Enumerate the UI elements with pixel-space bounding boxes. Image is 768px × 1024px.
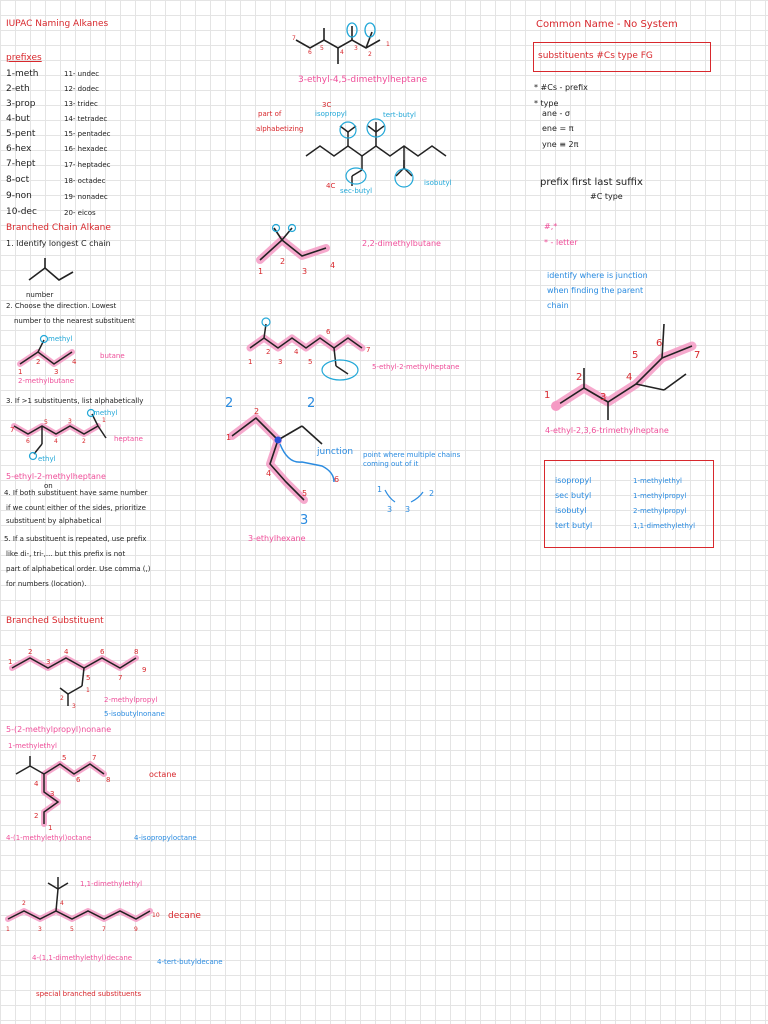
label-3c: 3C (322, 101, 332, 109)
label-isopropyl: isopropyl (315, 110, 347, 118)
name-5-ethyl-2-methylheptane-2: 5-ethyl-2-methylheptane (372, 363, 460, 371)
svg-text:6: 6 (326, 328, 331, 336)
name-2-methylbutane: 2-methylbutane (18, 377, 75, 385)
prefix-item: 1-meth (6, 69, 39, 79)
prefix-item: 12- dodec (64, 85, 99, 93)
svg-text:4: 4 (340, 49, 344, 56)
prefix-item: 18- octadec (64, 177, 106, 185)
step-1: 1. Identify longest C chain (6, 239, 111, 248)
svg-text:3: 3 (600, 392, 607, 403)
identify-junction-line-1: identify where is junction (547, 271, 648, 280)
ethyldimethylheptane-skeleton (290, 18, 400, 78)
prefix-item: 14- tetradec (64, 115, 108, 123)
svg-text:1: 1 (48, 824, 53, 832)
svg-text:6: 6 (656, 338, 663, 349)
label-4c: 4C (326, 182, 336, 190)
name-4-isopropyloctane: 4-isopropyloctane (134, 834, 197, 842)
page-title: IUPAC Naming Alkanes (6, 19, 109, 29)
step-5-line-3: part of alphabetical order. Use comma (,) (6, 565, 151, 573)
svg-text:3: 3 (54, 368, 59, 376)
label-sec-butyl: sec-butyl (340, 187, 373, 195)
label-tert-butyl: tert-butyl (383, 111, 416, 119)
svg-text:1: 1 (6, 926, 10, 933)
identify-junction-line-2: when finding the parent (547, 286, 644, 295)
prefix-first-last-suffix: prefix first last suffix (540, 177, 643, 188)
svg-text:5: 5 (86, 674, 91, 682)
svg-text:3: 3 (50, 790, 55, 798)
name-4-1-methylethyl-octane: 4-(1-methylethyl)octane (6, 834, 92, 842)
svg-text:5: 5 (632, 350, 639, 361)
svg-text:2: 2 (576, 372, 583, 383)
svg-text:7: 7 (292, 35, 296, 42)
name-5-2-methylpropyl-nonane: 5-(2-methylpropyl)nonane (6, 725, 112, 734)
svg-text:1: 1 (226, 433, 232, 442)
dimethylbutane-skeleton (252, 218, 352, 278)
svg-text:7: 7 (366, 346, 371, 354)
svg-text:3: 3 (46, 658, 51, 666)
type-yne: yne ≡ 2π (542, 140, 579, 149)
table-common-name: isopropyl (555, 476, 592, 485)
ethyl-label: ethyl (38, 455, 56, 463)
special-branched-heading: special branched substituents (36, 990, 142, 998)
number-2-left: 2 (225, 396, 234, 411)
svg-text:8: 8 (106, 776, 111, 784)
prefix-item: 6-hex (6, 144, 32, 154)
name-2-2-dimethylbutane: 2,2-dimethylbutane (362, 239, 441, 248)
hash-star-note: #,* (544, 222, 558, 231)
table-common-name: tert butyl (555, 521, 593, 530)
svg-text:1: 1 (102, 417, 106, 424)
table-common-name: isobutyl (555, 506, 587, 515)
step-5-line-4: for numbers (location). (6, 580, 87, 588)
svg-text:7: 7 (102, 926, 106, 933)
svg-text:9: 9 (142, 666, 147, 674)
svg-text:2: 2 (82, 438, 86, 445)
svg-text:4: 4 (294, 348, 299, 356)
table-iupac-name: 2-methylpropyl (633, 507, 687, 515)
svg-text:5: 5 (44, 419, 48, 426)
branched-substituent-heading: Branched Substituent (6, 616, 104, 626)
svg-text:6: 6 (308, 49, 312, 56)
svg-text:5: 5 (320, 45, 324, 52)
letter-note: * - letter (544, 238, 578, 247)
svg-text:7: 7 (10, 426, 15, 434)
prefix-item: 19- nonadec (64, 193, 108, 201)
prefix-item: 11- undec (64, 70, 100, 78)
label-1-methylethyl: 1-methylethyl (8, 742, 57, 750)
step-4-line-1: 4. If both substituent have same number (4, 489, 148, 497)
methyl-label: methyl (48, 335, 73, 343)
step-4-line-2: if we count either of the sides, prioritize (6, 504, 146, 512)
svg-text:2: 2 (280, 257, 286, 266)
step-2-line-1: 2. Choose the direction. Lowest (6, 302, 117, 310)
prefix-item: 2-eth (6, 84, 30, 94)
number-label: number (26, 291, 54, 299)
prefix-item: 3-prop (6, 99, 36, 109)
svg-text:2: 2 (22, 900, 26, 907)
rule-type: * type (534, 99, 559, 108)
label-2-methylpropyl: 2-methylpropyl (104, 696, 158, 704)
substituent-name-table (544, 460, 714, 548)
svg-text:6: 6 (76, 776, 81, 784)
step-4-line-3: substituent by alphabetical (6, 517, 102, 525)
svg-text:2: 2 (254, 407, 260, 416)
svg-text:2: 2 (266, 348, 271, 356)
svg-text:2: 2 (36, 358, 41, 366)
prefix-item: 13- tridec (64, 100, 98, 108)
name-4-tert-butyldecane: 4-tert-butyldecane (157, 958, 223, 966)
svg-text:3: 3 (354, 45, 358, 52)
alphabetizing-label: alphabetizing (256, 125, 304, 133)
svg-text:1: 1 (258, 267, 264, 276)
step-5-line-1: 5. If a substituent is repeated, use prefix (4, 535, 147, 543)
step-4-on: on (44, 482, 53, 490)
step-3: 3. If >1 substituents, list alphabetically (6, 397, 144, 405)
common-name-heading: Common Name - No System (536, 19, 678, 30)
name-3-ethylhexane: 3-ethylhexane (248, 534, 306, 543)
substituents-box (533, 42, 711, 72)
svg-text:6: 6 (334, 475, 340, 484)
svg-text:3: 3 (405, 505, 411, 514)
svg-text:2: 2 (60, 695, 64, 702)
prefix-item: 17- heptadec (64, 161, 111, 169)
butane-skeleton (25, 258, 85, 288)
svg-text:6: 6 (100, 648, 105, 656)
substituents-box-text: substituents #Cs type FG (538, 51, 653, 61)
svg-text:10: 10 (152, 912, 160, 919)
butane-label: butane (100, 352, 125, 360)
label-5-isobutylnonane: 5-isobutylnonane (104, 710, 165, 718)
step-5-line-2: like di-, tri-,... but this prefix is not (6, 550, 126, 558)
svg-text:2: 2 (429, 489, 435, 498)
svg-text:3: 3 (72, 703, 76, 710)
prefixes-heading: prefixes (6, 53, 42, 63)
junction-description-2: coming out of it (363, 460, 419, 468)
ethylmethylheptane-skeleton-2 (244, 314, 374, 384)
svg-text:1: 1 (248, 358, 253, 366)
svg-text:7: 7 (92, 754, 97, 762)
prefix-item: 9-non (6, 191, 32, 201)
svg-text:4: 4 (72, 358, 77, 366)
svg-text:1: 1 (377, 485, 383, 494)
decane-label: decane (168, 911, 201, 921)
svg-text:3: 3 (387, 505, 393, 514)
svg-text:4: 4 (64, 648, 69, 656)
step-2-line-2: number to the nearest substituent (14, 317, 135, 325)
svg-text:3: 3 (302, 267, 308, 276)
svg-text:4: 4 (330, 261, 336, 270)
svg-text:3: 3 (68, 418, 72, 425)
svg-text:5: 5 (62, 754, 67, 762)
svg-text:4: 4 (60, 900, 64, 907)
svg-text:1: 1 (18, 368, 23, 376)
name-3-ethyl-4-5-dimethylheptane: 3-ethyl-4,5-dimethylheptane (298, 75, 428, 85)
branched-chain-heading: Branched Chain Alkane (6, 223, 111, 233)
prefix-item: 10-dec (6, 207, 37, 217)
svg-text:2: 2 (28, 648, 33, 656)
prefix-item: 20- eicos (64, 209, 96, 217)
svg-text:1: 1 (86, 687, 90, 694)
octane-label: octane (149, 770, 177, 779)
type-ene: ene = π (542, 124, 574, 133)
table-common-name: sec butyl (555, 491, 592, 500)
prefix-item: 5-pent (6, 129, 36, 139)
svg-text:6: 6 (26, 438, 30, 445)
prefix-subtext: #C type (590, 192, 623, 201)
table-iupac-name: 1,1-dimethylethyl (633, 522, 696, 530)
number-3: 3 (300, 513, 309, 528)
number-2-right: 2 (307, 396, 316, 411)
type-ane: ane - σ (542, 109, 570, 118)
svg-text:4: 4 (54, 438, 58, 445)
heptane-label: heptane (114, 435, 143, 443)
svg-text:2: 2 (34, 812, 39, 820)
svg-text:3: 3 (38, 926, 42, 933)
direction-arrows (375, 484, 445, 514)
prefix-item: 4-but (6, 114, 30, 124)
label-1-1-dimethylethyl: 1,1-dimethylethyl (80, 880, 143, 888)
name-5-ethyl-2-methylheptane: 5-ethyl-2-methylheptane (6, 472, 106, 481)
svg-text:8: 8 (134, 648, 139, 656)
table-iupac-name: 1-methylethyl (633, 477, 682, 485)
prefix-item: 7-hept (6, 159, 36, 169)
isopropyloctane-skeleton (6, 752, 136, 832)
svg-text:4: 4 (266, 469, 272, 478)
svg-text:1: 1 (8, 658, 13, 666)
junction-label: junction (317, 447, 354, 457)
svg-text:7: 7 (694, 350, 701, 361)
svg-text:4: 4 (626, 372, 633, 383)
svg-text:2: 2 (368, 51, 372, 58)
prefix-item: 8-oct (6, 175, 30, 185)
svg-text:4: 4 (34, 780, 39, 788)
name-4-1-1-dimethylethyl-decane: 4-(1,1-dimethylethyl)decane (32, 954, 133, 962)
prefix-item: 16- hexadec (64, 145, 108, 153)
label-isobutyl: isobutyl (424, 179, 452, 187)
svg-text:1: 1 (386, 41, 390, 48)
junction-description-1: point where multiple chains (363, 451, 461, 459)
part-of-label: part of (258, 110, 282, 118)
methyl-label-2: methyl (93, 409, 118, 417)
svg-text:5: 5 (302, 489, 308, 498)
svg-text:9: 9 (134, 926, 138, 933)
svg-text:7: 7 (118, 674, 123, 682)
ethyltrimethylheptane-skeleton (540, 318, 710, 422)
prefix-item: 15- pentadec (64, 130, 111, 138)
svg-text:3: 3 (278, 358, 283, 366)
svg-text:1: 1 (544, 390, 551, 401)
name-4-ethyl-2-3-6-trimethylheptane: 4-ethyl-2,3,6-trimethylheptane (545, 426, 669, 435)
table-iupac-name: 1-methylpropyl (633, 492, 687, 500)
svg-text:5: 5 (308, 358, 313, 366)
identify-junction-line-3: chain (547, 301, 569, 310)
svg-text:5: 5 (70, 926, 74, 933)
rule-cs-prefix: * #Cs - prefix (534, 83, 588, 92)
